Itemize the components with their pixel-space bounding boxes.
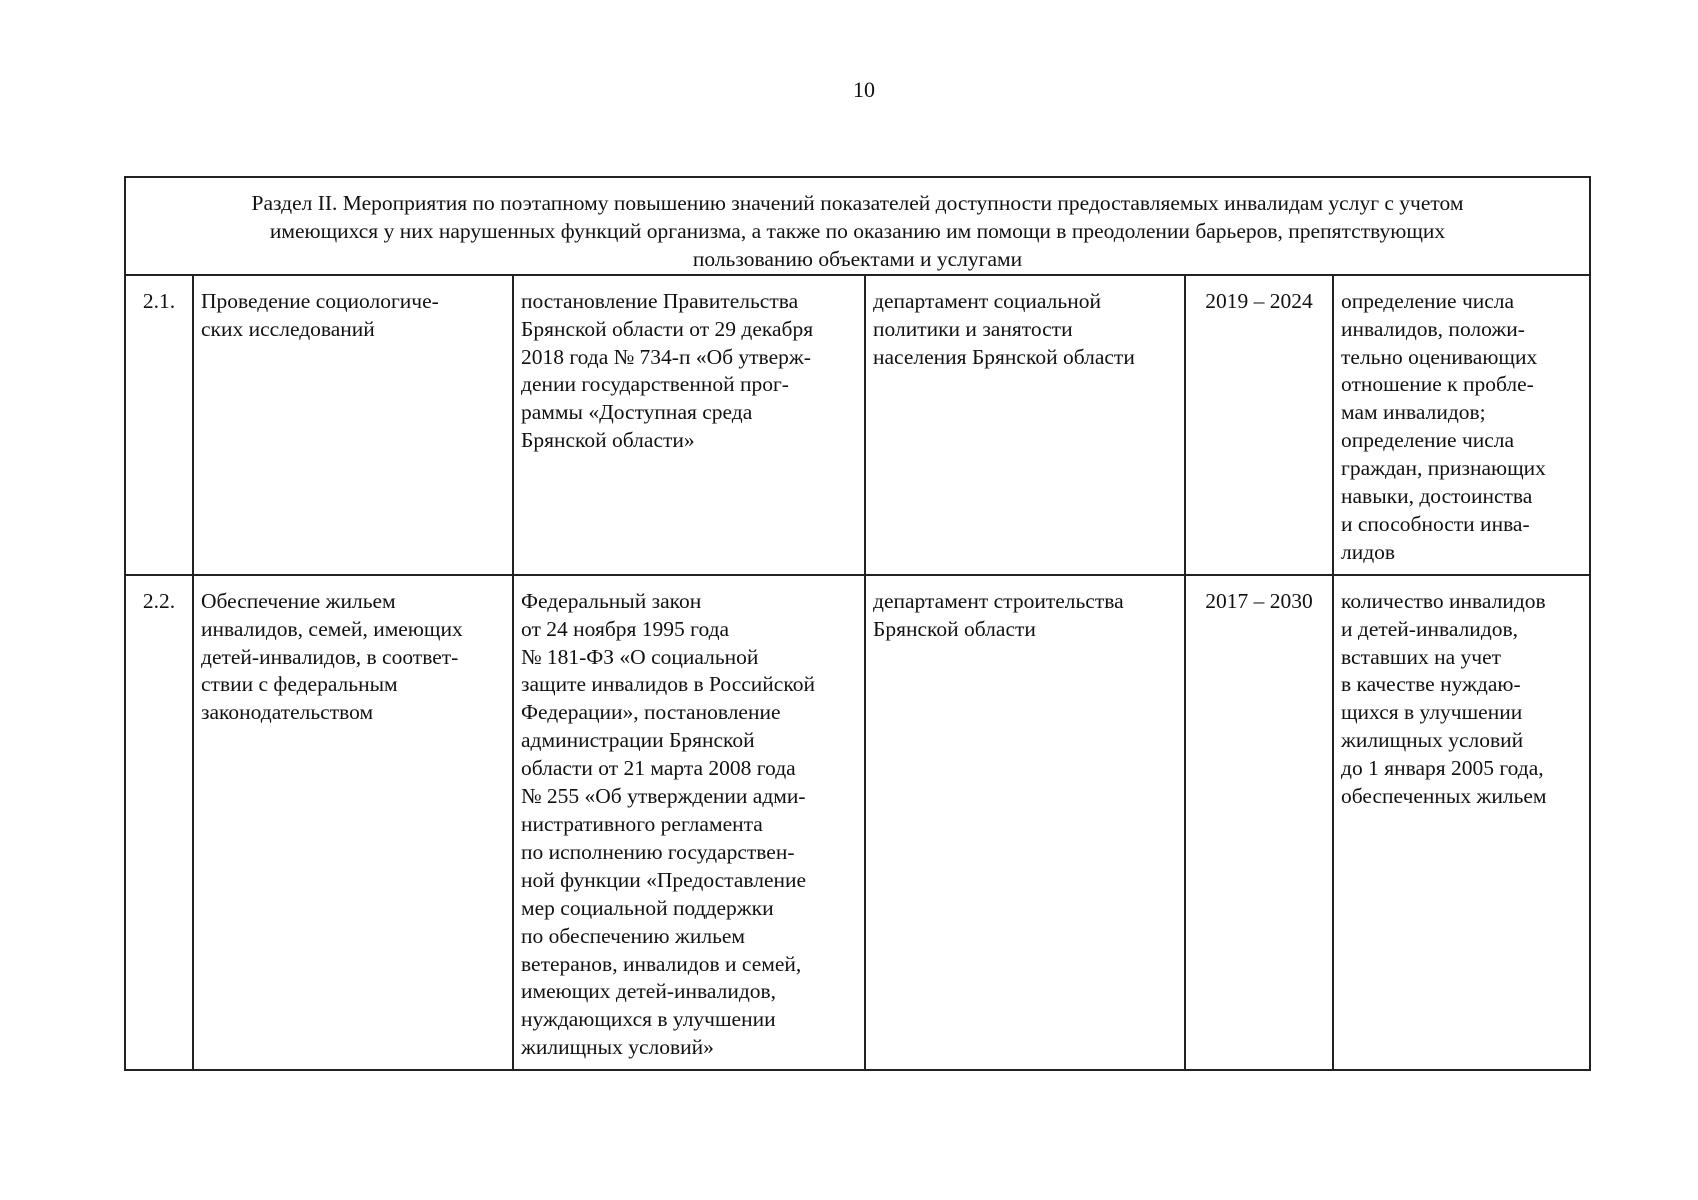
legal-basis-line: дении государственной прог-: [521, 372, 789, 397]
legal-basis-line: имеющих детей-инвалидов,: [521, 979, 777, 1004]
legal-basis-line: ной функции «Предоставление: [521, 867, 807, 892]
section-header-line: имеющихся у них нарушенных функций организма, а также по оказанию им помощи в преодолении барьеров, препятствующих: [269, 218, 1446, 243]
legal-basis-line: защите инвалидов в Российской: [521, 672, 815, 697]
measure-line: Проведение социологиче-: [201, 288, 439, 313]
result-line: отношение к пробле-: [1341, 372, 1534, 397]
period-cell: 2017 – 2030: [1185, 575, 1333, 1070]
result-line: щихся в улучшении: [1341, 700, 1523, 725]
table-row: [125, 575, 1590, 1070]
result-line: тельно оценивающих: [1341, 344, 1538, 369]
section-header-row: [125, 177, 1590, 275]
result-line: граждан, признающих: [1341, 456, 1546, 481]
measure-cell: [193, 275, 513, 575]
result-line: и детей-инвалидов,: [1341, 616, 1519, 641]
legal-basis-cell: [513, 575, 865, 1070]
measure-line: Обеспечение жильем: [201, 588, 396, 613]
result-line: вставших на учет: [1341, 644, 1502, 669]
legal-basis-line: области от 21 марта 2008 года: [521, 756, 796, 781]
section-header-line: Раздел II. Мероприятия по поэтапному повышению значений показателей доступности предоставляемых инвалидам услуг с учетом: [251, 191, 1464, 215]
result-line: мам инвалидов;: [1341, 400, 1486, 425]
measure-cell: [193, 575, 513, 1070]
result-line: навыки, достоинства: [1341, 484, 1533, 509]
legal-basis-line: администрации Брянской: [521, 728, 755, 753]
measure-line: ских исследований: [201, 316, 375, 341]
row-number: 2.2.: [125, 575, 193, 1070]
executor-cell: [865, 575, 1185, 1070]
legal-basis-line: Федерации», постановление: [521, 700, 781, 725]
result-line: до 1 января 2005 года,: [1341, 756, 1544, 781]
result-line: определение числа: [1341, 428, 1515, 453]
legal-basis-line: нистративного регламента: [521, 811, 763, 836]
measure-line: законодательством: [201, 700, 374, 725]
measure-line: инвалидов, семей, имеющих: [201, 616, 463, 641]
legal-basis-line: № 181-ФЗ «О социальной: [521, 644, 759, 669]
legal-basis-line: 2018 года № 734-п «Об утверж-: [521, 344, 811, 369]
measure-line: детей-инвалидов, в соответ-: [201, 644, 459, 669]
legal-basis-cell: [513, 275, 865, 575]
legal-basis-line: по исполнению государствен-: [521, 839, 795, 864]
result-line: и способности инва-: [1341, 511, 1530, 536]
legal-basis-line: нуждающихся в улучшении: [521, 1007, 776, 1032]
row-number: 2.1.: [125, 275, 193, 575]
result-line: в качестве нуждаю-: [1341, 672, 1521, 697]
legal-basis-line: Брянской области от 29 декабря: [521, 316, 814, 341]
legal-basis-line: Брянской области»: [521, 428, 695, 453]
period-cell: 2019 – 2024: [1185, 275, 1333, 575]
legal-basis-line: постановление Правительства: [521, 288, 799, 313]
result-cell: [1333, 575, 1590, 1070]
table-row: [125, 275, 1590, 575]
result-cell: [1333, 275, 1590, 575]
legal-basis-line: № 255 «Об утверждении адми-: [521, 784, 806, 809]
page-number: 10: [853, 77, 875, 102]
executor-line: Брянской области: [873, 616, 1036, 641]
section-header-line: пользованию объектами и услугами: [692, 246, 1023, 271]
result-line: жилищных условий: [1341, 728, 1524, 753]
result-line: обеспеченных жильем: [1341, 784, 1547, 809]
legal-basis-line: Федеральный закон: [521, 588, 702, 613]
result-line: лидов: [1341, 539, 1396, 564]
legal-basis-line: ветеранов, инвалидов и семей,: [521, 951, 802, 976]
result-line: количество инвалидов: [1341, 588, 1546, 613]
legal-basis-line: жилищных условий»: [521, 1035, 714, 1060]
executor-line: департамент социальной: [873, 288, 1101, 313]
legal-basis-line: по обеспечению жильем: [521, 923, 746, 948]
legal-basis-line: мер социальной поддержки: [521, 895, 774, 920]
executor-line: департамент строительства: [873, 588, 1124, 613]
result-line: определение числа: [1341, 288, 1515, 313]
measure-line: ствии с федеральным: [201, 672, 398, 697]
legal-basis-line: от 24 ноября 1995 года: [521, 616, 730, 641]
result-line: инвалидов, положи-: [1341, 316, 1525, 341]
executor-line: населения Брянской области: [873, 344, 1135, 369]
legal-basis-line: раммы «Доступная среда: [521, 400, 753, 425]
section-header: [125, 177, 1590, 275]
executor-line: политики и занятости: [873, 316, 1073, 341]
measures-table: [124, 176, 1591, 1071]
executor-cell: [865, 275, 1185, 575]
